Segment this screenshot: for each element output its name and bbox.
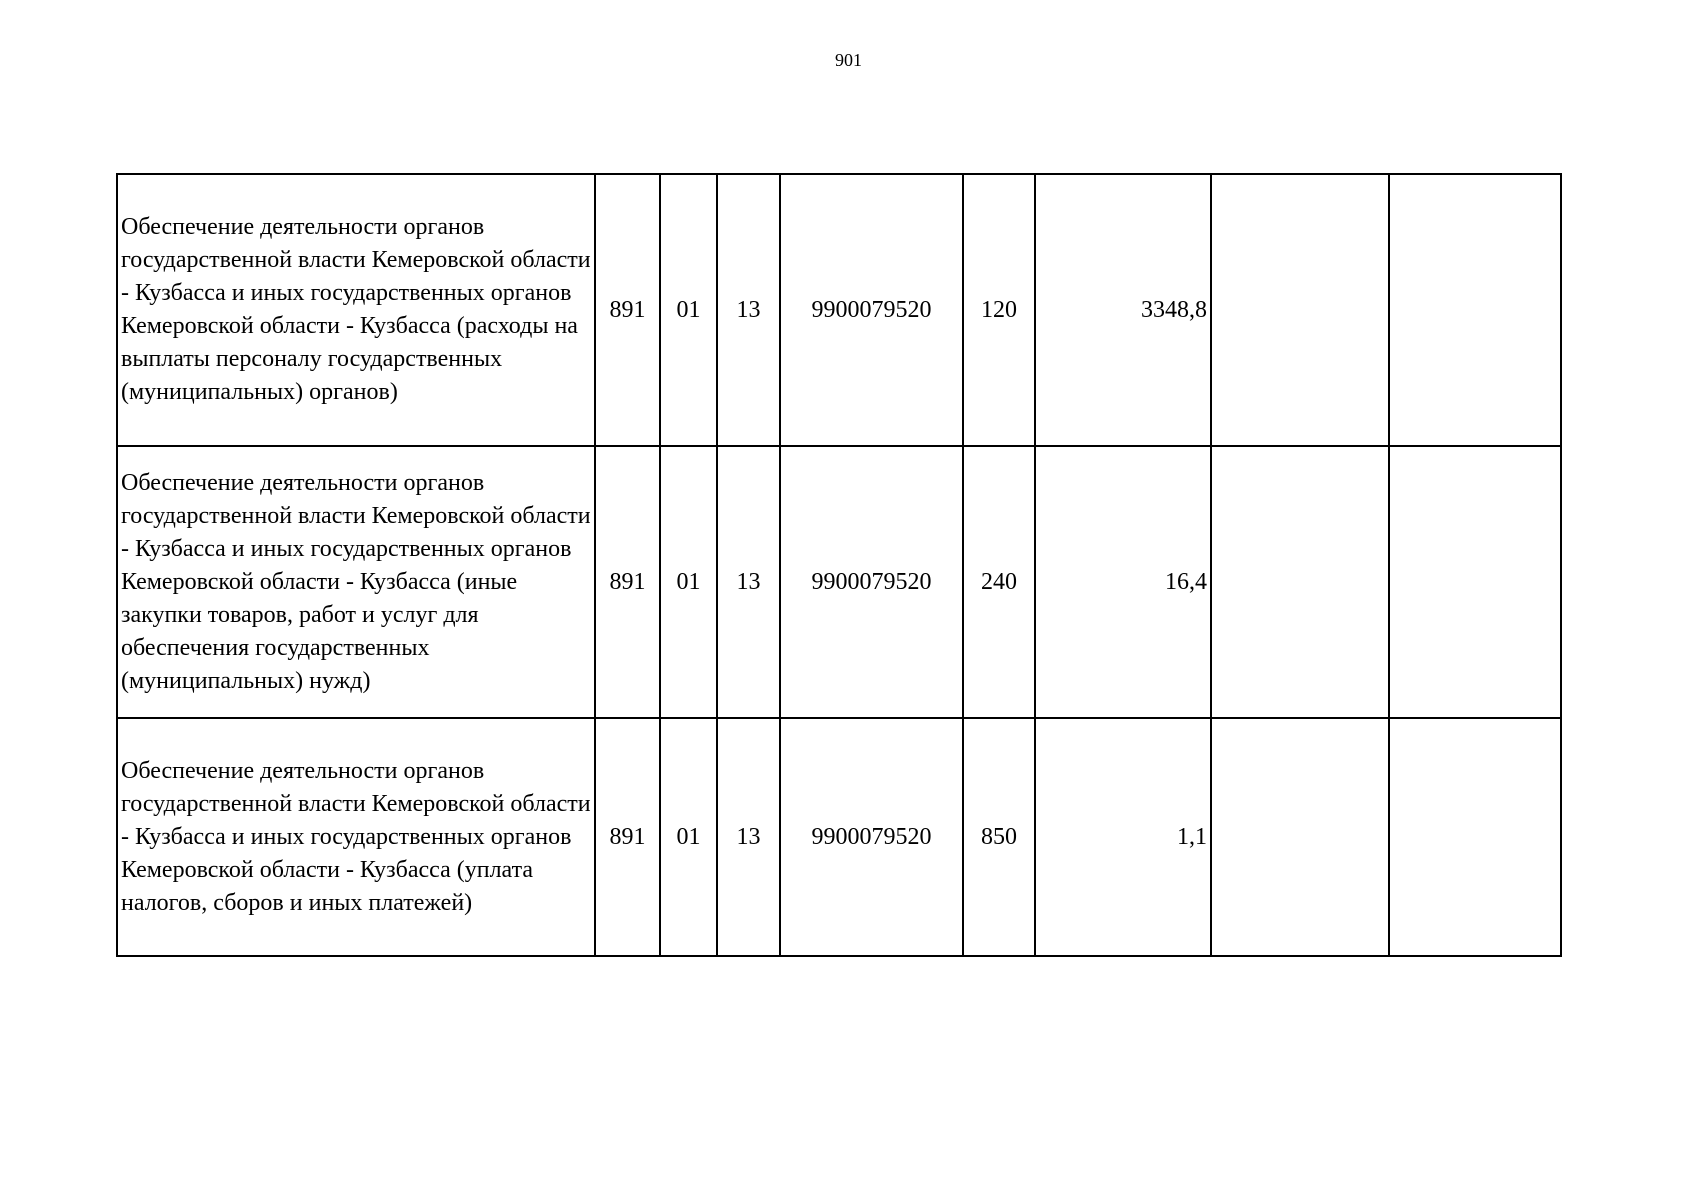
table-row xyxy=(117,174,1561,446)
subsection-code: 13 xyxy=(717,174,780,446)
amount-cell-3 xyxy=(1389,174,1561,446)
expense-type-code: 240 xyxy=(963,446,1035,718)
amount-cell-2 xyxy=(1211,718,1389,956)
section-code: 01 xyxy=(660,446,717,718)
expense-type-code: 850 xyxy=(963,718,1035,956)
row-description: Обеспечение деятельности органов государственной власти Кемеровской области - Кузбасса и иных государственных органов Кемеровской области - Кузбасса (уплата налогов, сборов и иных платежей) xyxy=(117,718,595,956)
amount-cell: 3348,8 xyxy=(1035,174,1211,446)
amount-cell-2 xyxy=(1211,174,1389,446)
row-description: Обеспечение деятельности органов государственной власти Кемеровской области - Кузбасса и иных государственных органов Кемеровской области - Кузбасса (расходы на выплаты персоналу государственных (муниципальных) органов) xyxy=(117,174,595,446)
subsection-code: 13 xyxy=(717,446,780,718)
ministry-code: 891 xyxy=(595,718,660,956)
row-description: Обеспечение деятельности органов государственной власти Кемеровской области - Кузбасса и иных государственных органов Кемеровской области - Кузбасса (иные закупки товаров, работ и услуг для обеспечения государственных (муниципальных) нужд) xyxy=(117,446,595,718)
ministry-code: 891 xyxy=(595,174,660,446)
amount-cell-3 xyxy=(1389,718,1561,956)
target-article-code: 9900079520 xyxy=(780,446,963,718)
amount-cell-3 xyxy=(1389,446,1561,718)
page-number: 901 xyxy=(835,50,862,70)
amount-cell: 16,4 xyxy=(1035,446,1211,718)
section-code: 01 xyxy=(660,718,717,956)
budget-table xyxy=(116,173,1562,957)
table-row xyxy=(117,718,1561,956)
subsection-code: 13 xyxy=(717,718,780,956)
target-article-code: 9900079520 xyxy=(780,718,963,956)
expense-type-code: 120 xyxy=(963,174,1035,446)
table-row xyxy=(117,446,1561,718)
section-code: 01 xyxy=(660,174,717,446)
amount-cell: 1,1 xyxy=(1035,718,1211,956)
target-article-code: 9900079520 xyxy=(780,174,963,446)
ministry-code: 891 xyxy=(595,446,660,718)
amount-cell-2 xyxy=(1211,446,1389,718)
